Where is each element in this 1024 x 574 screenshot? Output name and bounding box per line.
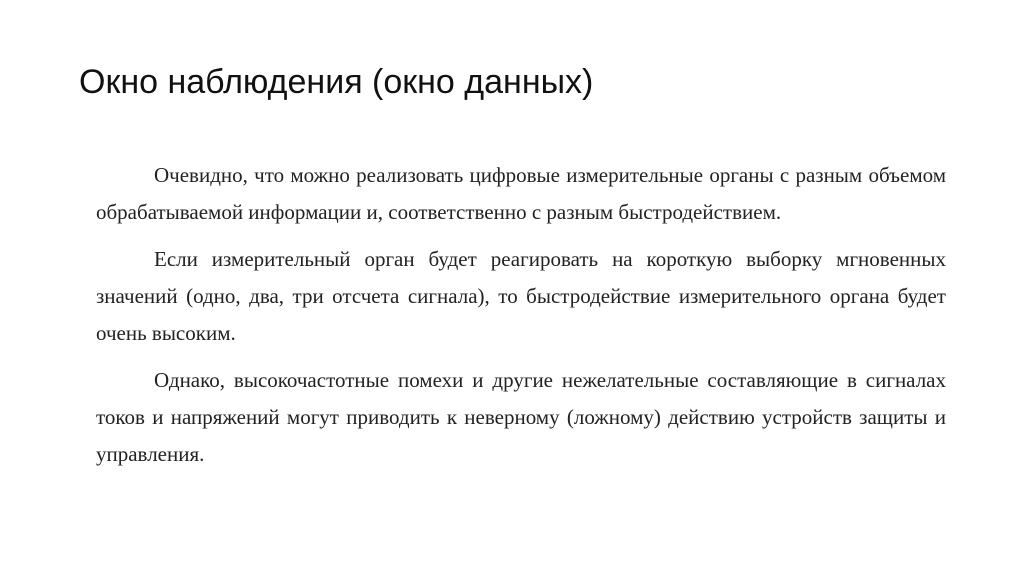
paragraph-3: Однако, высокочастотные помехи и другие нежелательные составляющие в сигналах токов и напряжений могут приводить к неверному (ложному) действию устройств защиты и управления. <box>96 368 946 466</box>
slide-body <box>96 157 946 483</box>
paragraph-2: Если измерительный орган будет реагировать на короткую выборку мгновенных значений (одно, два, три отсчета сигнала), то быстродействие измерительного органа будет очень высоким. <box>96 247 946 345</box>
paragraph-1: Очевидно, что можно реализовать цифровые измерительные органы с разным объемом обрабатываемой информации и, соответственно с разным быстродействием. <box>96 163 946 224</box>
slide-title: Окно наблюдения (окно данных) <box>79 63 594 101</box>
